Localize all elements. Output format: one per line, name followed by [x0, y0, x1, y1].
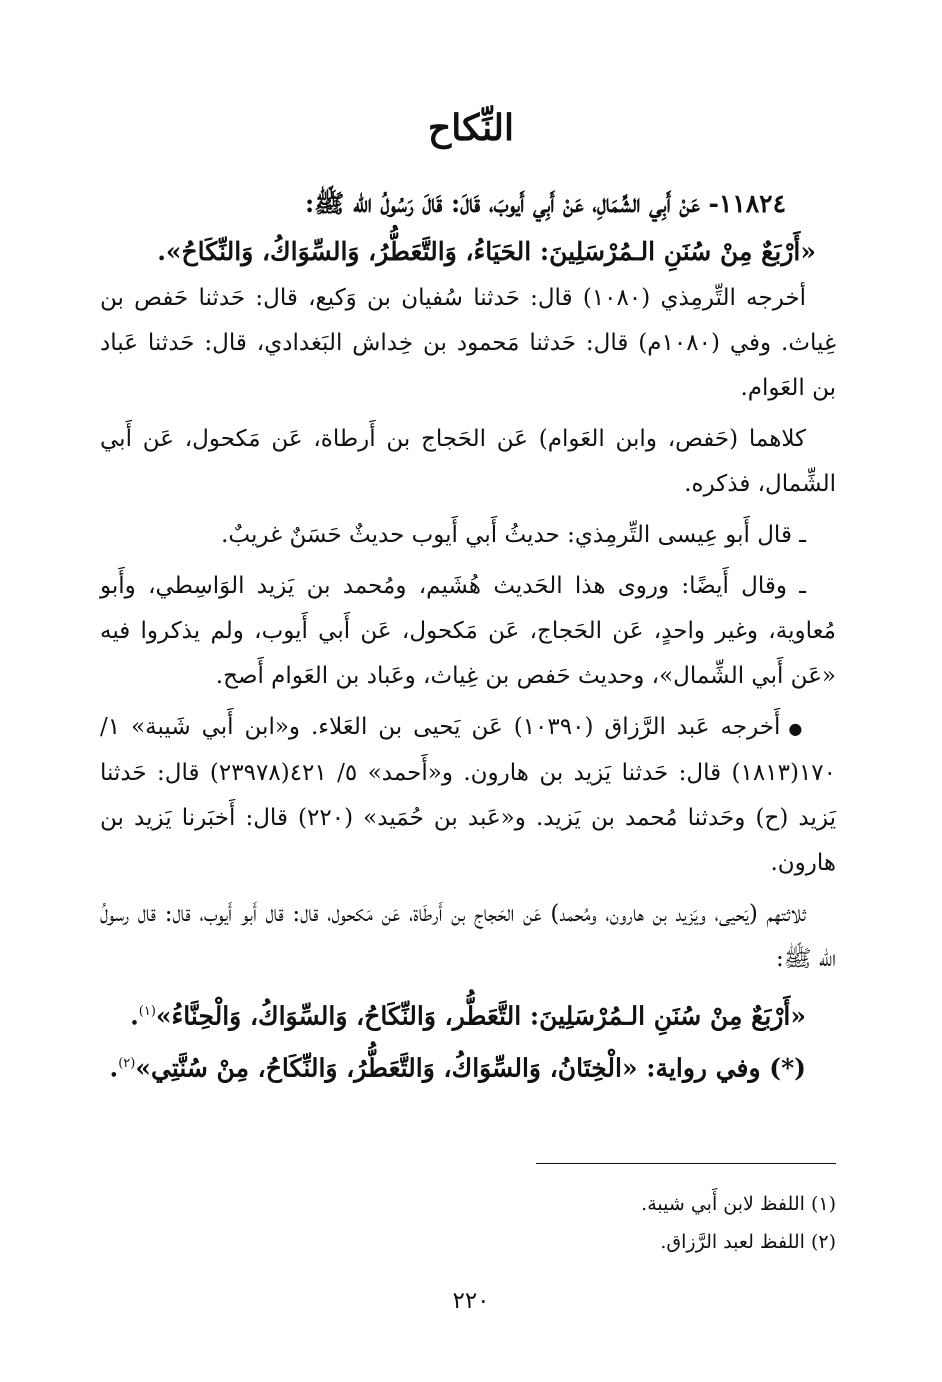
takhrij-paragraph: أخرجه التِّرمِذي (١٠٨٠) قال: حَدثنا سُفيان بن وَكيع، قال: حَدثنا حَفص بن غِياث. وفي (١٠٨٠م) قال: حَدثنا مَحمود بن خِداش البَغدادي، قال: حَدثنا عَباد بن العَوام.	[100, 285, 836, 401]
hadith-variant-1	[100, 988, 836, 1040]
three-narrators-paragraph: ثلاثتهم (يَحيى، ويَزيد بن هارون، ومُحمد) عَن الحَجاج بن أَرطَاة، عَن مَكحول، قال: قال أَبو أَيوب، قال: قال رسولُ الله ﷺ:	[100, 900, 836, 972]
page-number: ٢٢٠	[452, 1288, 490, 1314]
hadith-header: ١١٨٢٤- عَنْ أَبِي الشِّمَالِ، عَنْ أَبِي أَيوبَ، قَالَ: قَالَ رَسُولُ الله ﷺ:	[304, 189, 786, 218]
chapter-title: النِّكاح	[428, 107, 514, 149]
hadith-variant-1-end: .	[130, 1000, 139, 1030]
chain-paragraph: كلاهما (حَفص، وابن العَوام) عَن الحَجاج بن أَرطاة، عَن مَكحول، عَن أَبي الشِّمال، فذكره.	[100, 426, 836, 497]
additional-takhrij	[100, 705, 836, 886]
main-text	[100, 180, 836, 1092]
footnote-ref-2: (٢)	[118, 1055, 136, 1071]
bullet-icon: ●	[788, 718, 806, 738]
footnote-ref-1: (١)	[138, 1003, 156, 1019]
tirmidhi-grading: ـ قال أَبو عِيسى التِّرمِذي: حديثُ أَبي أَيوب حديثٌ حَسَنٌ غريبٌ.	[221, 522, 806, 548]
hadith-variant-2	[100, 1040, 836, 1092]
hadith-variant-1-text: «أَرْبَعٌ مِنْ سُنَنِ الـمُرْسَلِينَ: التَّعَطُّر، وَالنِّكَاحُ، وَالسِّوَاكُ، وَالْحِنَّاءُ»	[155, 1000, 806, 1030]
hadith-text: «أَرْبَعٌ مِنْ سُنَنِ الـمُرْسَلِينَ: الحَيَاءُ، وَالتَّعَطُّرُ، وَالسِّوَاكُ، وَالنِّكَاحُ».	[157, 237, 816, 266]
hadith-variant-2-end: .	[109, 1053, 119, 1083]
tirmidhi-comment: ـ وقال أَيضًا: وروى هذا الحَديث هُشَيم، ومُحمد بن يَزيد الوَاسِطي، وأَبو مُعاوية، وغير واحدٍ، عَن الحَجاج، عَن مَكحول، عَن أَبي أَيوب، ولم يذكروا فيه «عَن أَبي الشِّمال»، وحديث حَفص بن غِياث، وعَباد بن العَوام أَصح.	[100, 573, 836, 689]
footnotes	[100, 1185, 836, 1261]
additional-takhrij-text: أَخرجه عَبد الرَّزاق (١٠٣٩٠) عَن يَحيى بن العَلاء. و«ابن أَبي شَيبة» ١/ ١٧٠(١٨١٣) قال: حَدثنا يَزيد بن هارون. و«أَحمد» ٥/ ٤٢١(٢٣٩٧٨) قال: حَدثنا يَزيد (ح) وحَدثنا مُحمد بن يَزيد. و«عَبد بن حُمَيد» (٢٢٠) قال: أَخبَرنا يَزيد بن هارون.	[100, 714, 837, 876]
footnote-2: (٢) اللفظ لعبد الرَّزاق.	[660, 1231, 836, 1253]
footnote-divider	[536, 1163, 836, 1164]
footnote-1: (١) اللفظ لابن أَبي شيبة.	[641, 1193, 836, 1215]
hadith-variant-2-text: (*) وفي رواية: «الْخِتَانُ، وَالسِّوَاكُ، وَالتَّعَطُّرُ، وَالنِّكَاحُ، مِنْ سُنَّتِي»	[135, 1053, 806, 1083]
